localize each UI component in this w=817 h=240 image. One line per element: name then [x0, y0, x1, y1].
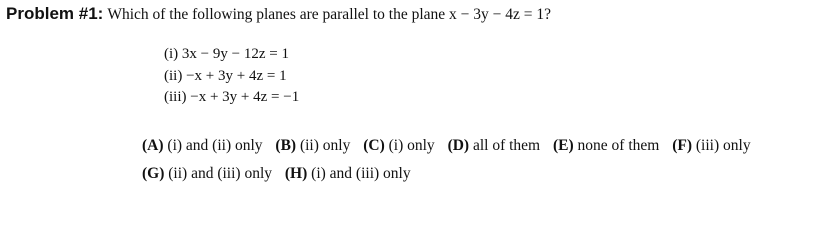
question-text: Which of the following planes are parallel to the plane x − 3y − 4z = 1?: [107, 6, 552, 23]
answer-choice-a[interactable]: [142, 137, 263, 154]
answer-choices: [142, 132, 760, 188]
choice-letter: (D): [447, 137, 470, 154]
choice-text: (i) only: [388, 137, 435, 154]
answer-choice-g[interactable]: [142, 165, 272, 182]
choice-letter: (B): [275, 137, 297, 154]
answer-choice-f[interactable]: [672, 137, 750, 154]
choice-text: (iii) only: [695, 137, 751, 154]
choice-text: all of them: [472, 137, 541, 154]
answer-choice-e[interactable]: [553, 137, 659, 154]
choice-text: none of them: [577, 137, 660, 154]
answer-choice-d[interactable]: [448, 137, 541, 154]
option-list: [164, 44, 299, 109]
choice-letter: (H): [284, 165, 308, 182]
choice-letter: (G): [142, 165, 165, 182]
option-item: (i) 3x − 9y − 12z = 1: [164, 46, 289, 62]
option-item: (iii) −x + 3y + 4z = −1: [164, 89, 300, 105]
choice-letter: (E): [553, 137, 574, 154]
answer-choice-b[interactable]: [275, 137, 350, 154]
answer-choice-c[interactable]: [363, 137, 434, 154]
choice-text: (ii) and (iii) only: [168, 165, 273, 182]
choice-letter: (A): [142, 137, 164, 154]
problem-label: Problem #1:: [6, 4, 104, 23]
answer-choices-row-1: [142, 132, 760, 160]
option-item: (ii) −x + 3y + 4z = 1: [164, 67, 287, 84]
answer-choice-h[interactable]: [285, 165, 411, 182]
choice-text: (ii) only: [299, 137, 351, 154]
choice-letter: (C): [363, 137, 385, 154]
problem-header: [6, 4, 551, 24]
choice-letter: (F): [672, 137, 693, 154]
answer-choices-row-2: [142, 160, 760, 188]
choice-text: (i) and (ii) only: [167, 137, 263, 154]
choice-text: (i) and (iii) only: [311, 165, 411, 182]
